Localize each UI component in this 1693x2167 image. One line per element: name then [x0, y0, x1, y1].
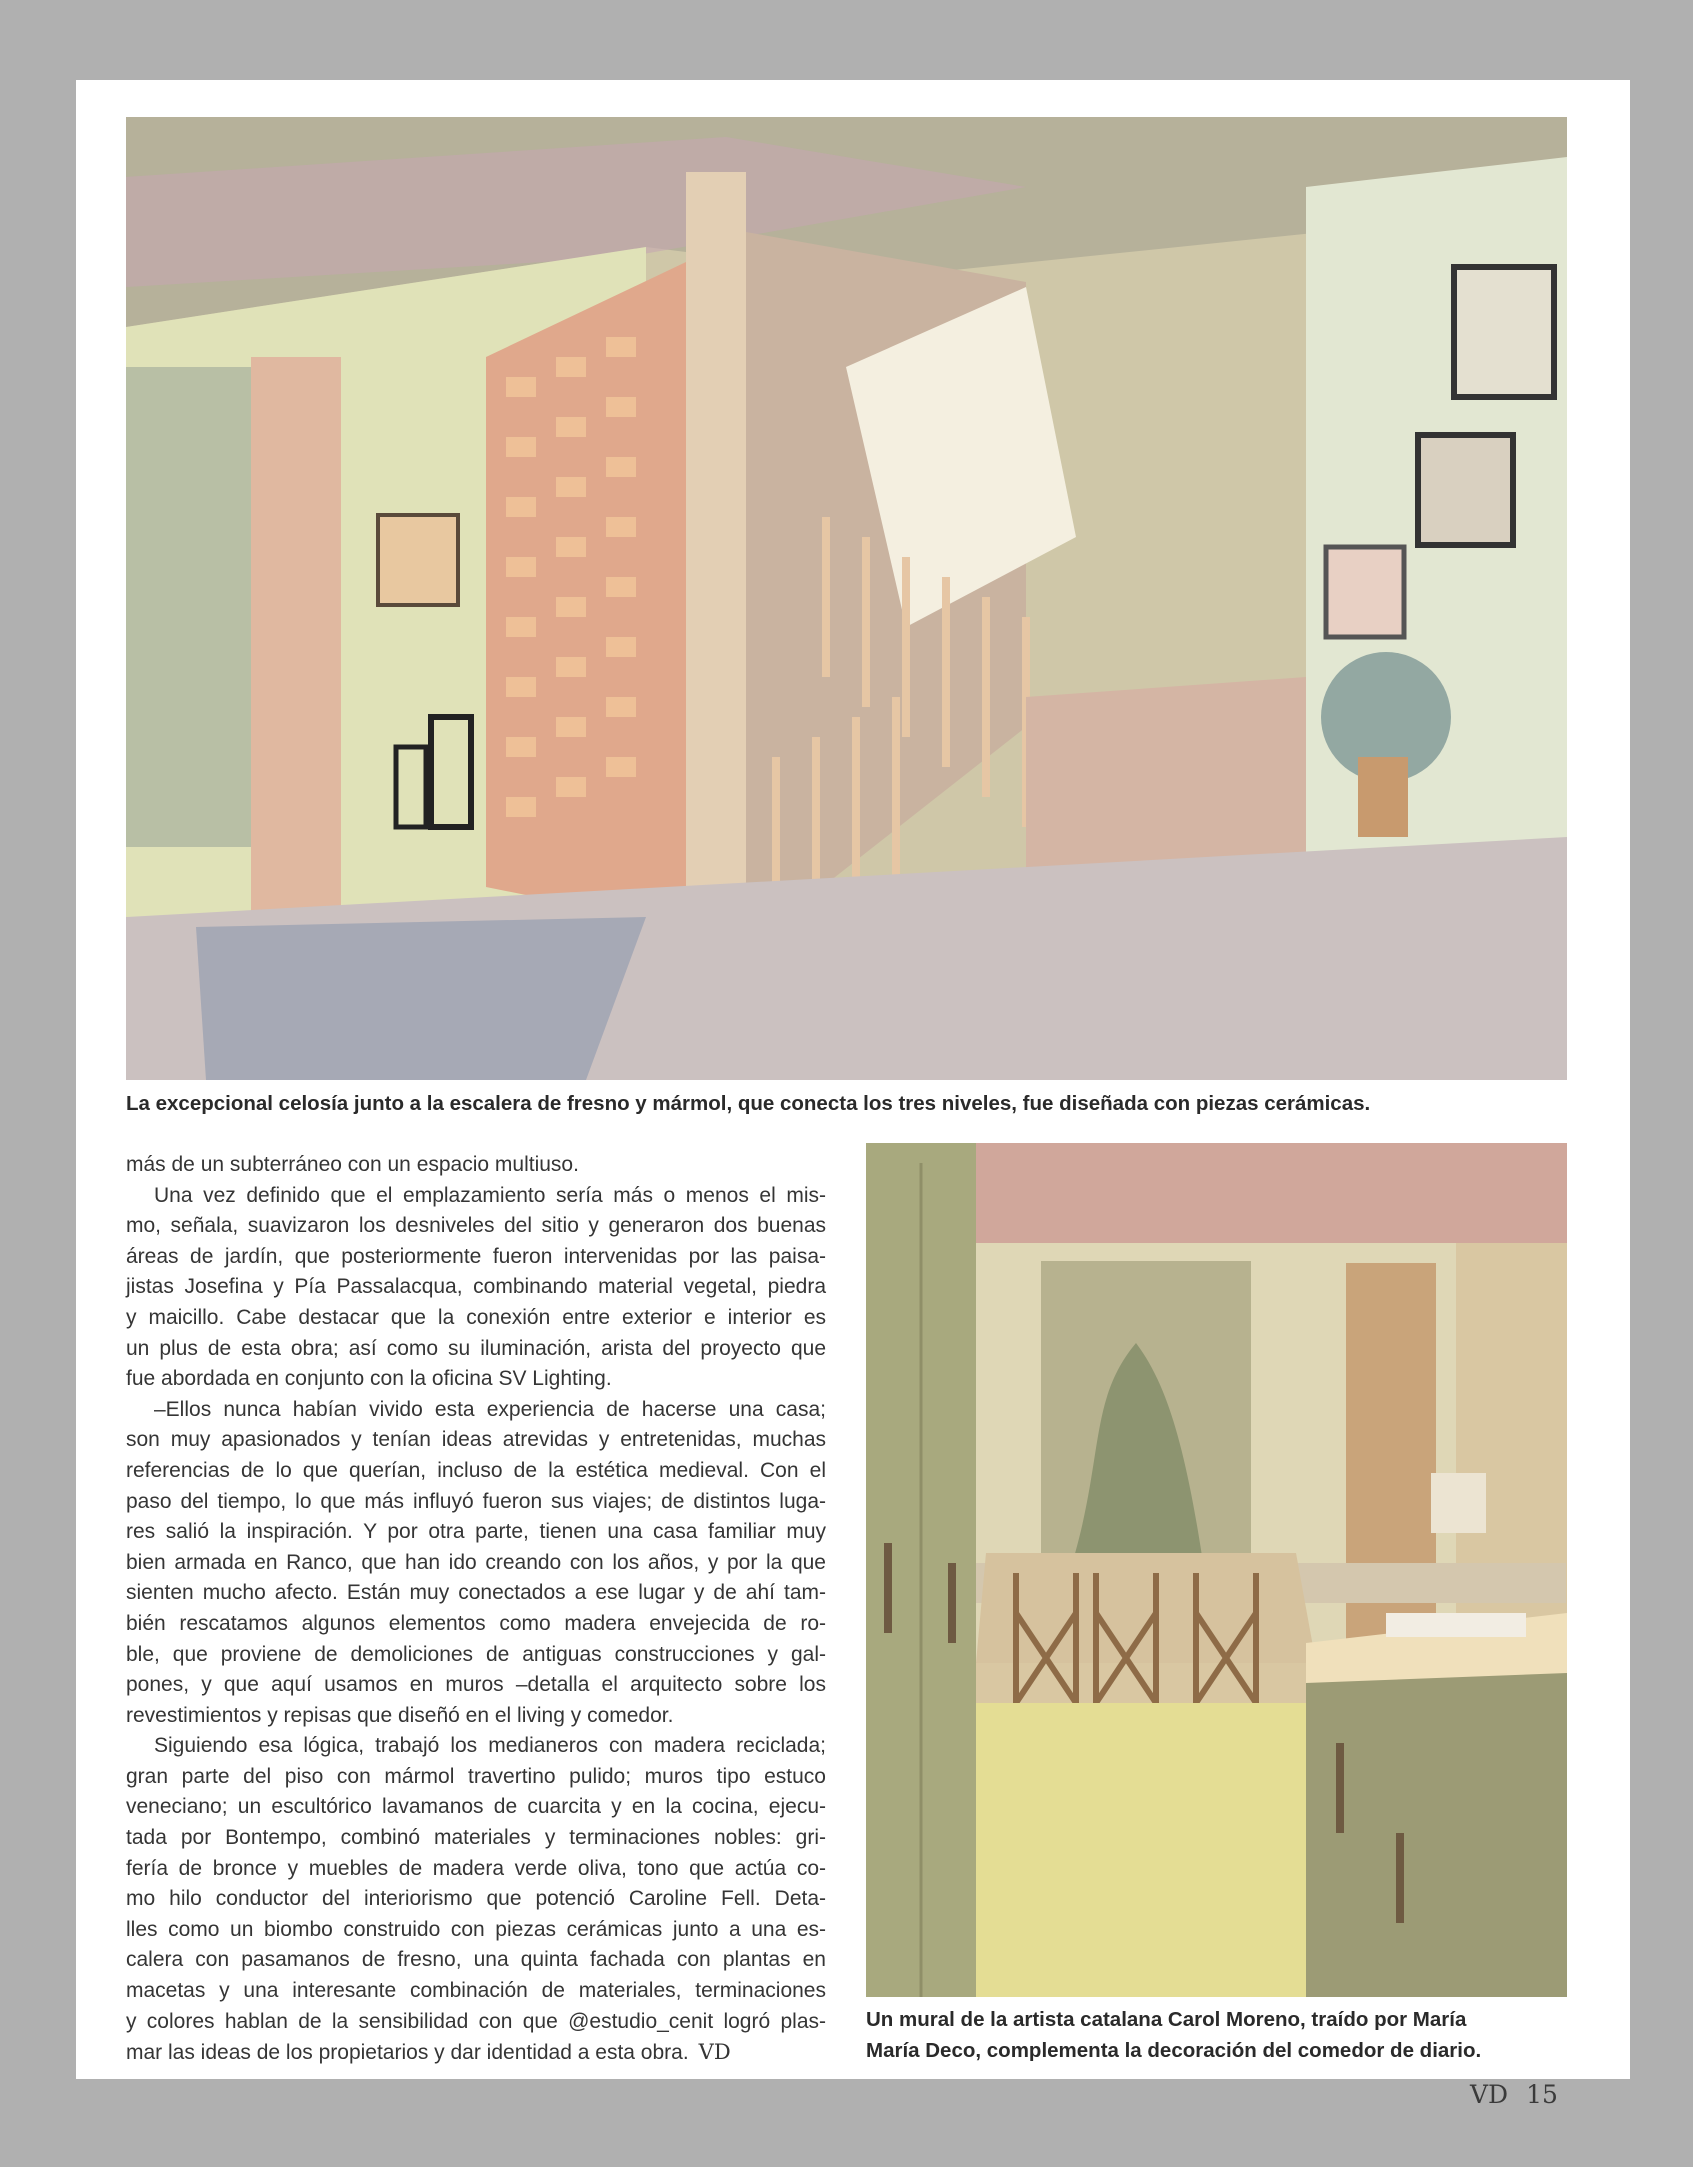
- brand-mark: VD: [1470, 2080, 1509, 2109]
- article-line: calera con pasamanos de fresno, una quinta fachada con plantas en: [126, 1948, 826, 1972]
- article-line: bién rescatamos algunos elementos como madera envejecida de ro-: [126, 1611, 826, 1635]
- article-line: jistas Josefina y Pía Passalacqua, combinando material vegetal, piedra: [126, 1275, 826, 1299]
- article-line: –Ellos nunca habían vivido esta experiencia de hacerse una casa;: [154, 1397, 826, 1421]
- article-line: son muy apasionados y tenían ideas atrevidas y entretenidas, muchas: [126, 1428, 826, 1452]
- article-line: macetas y una interesante combinación de materiales, terminaciones: [126, 1979, 826, 2003]
- article-line: Siguiendo esa lógica, trabajó los medianeros con madera reciclada;: [154, 1734, 826, 1758]
- article-body: [126, 1150, 826, 2068]
- page-footer: [1470, 2080, 1558, 2109]
- dining-room-photo: [866, 1143, 1567, 1997]
- staircase-photo: [126, 117, 1567, 1080]
- top-photo-caption: La excepcional celosía junto a la escalera de fresno y mármol, que conecta los tres niveles, fue diseñada con piezas cerámicas.: [126, 1092, 1371, 1115]
- article-line: lles como un biombo construido con piezas cerámicas junto a una es-: [126, 1917, 826, 1941]
- article-line: fería de bronce y muebles de madera verde oliva, tono que actúa co-: [126, 1856, 826, 1880]
- article-line: referencias de lo que querían, incluso de la estética medieval. Con el: [126, 1458, 826, 1482]
- end-mark: VD: [698, 2040, 731, 2065]
- article-line: ble, que proviene de demoliciones de antiguas construcciones y gal-: [126, 1642, 826, 1666]
- article-line: y colores hablan de la sensibilidad con que @estudio_cenit logró plas-: [126, 2009, 826, 2033]
- article-line: pones, y que aquí usamos en muros –detalla el arquitecto sobre los: [126, 1673, 826, 1697]
- article-line: áreas de jardín, que posteriormente fueron intervenidas por las paisa-: [126, 1244, 826, 1268]
- article-last-line: [126, 2037, 826, 2068]
- article-line: fue abordada en conjunto con la oficina SV Lighting.: [126, 1367, 612, 1391]
- article-line: bien armada en Ranco, que han ido creando con los años, y por la que: [126, 1550, 826, 1574]
- article-line: veneciano; un escultórico lavamanos de cuarcita y en la cocina, ejecu-: [126, 1795, 826, 1819]
- dining-photo-caption: [866, 2004, 1586, 2066]
- article-line: más de un subterráneo con un espacio multiuso.: [126, 1153, 579, 1176]
- page-number: 15: [1526, 2080, 1558, 2109]
- article-line: Una vez definido que el emplazamiento sería más o menos el mis-: [154, 1183, 826, 1207]
- article-line: revestimientos y repisas que diseñó en el living y comedor.: [126, 1703, 674, 1727]
- article-line: gran parte del piso con mármol travertino pulido; muros tipo estuco: [126, 1764, 826, 1788]
- article-line: mo hilo conductor del interiorismo que potenció Caroline Fell. Deta-: [126, 1887, 826, 1911]
- article-line: mar las ideas de los propietarios y dar identidad a esta obra.: [126, 2041, 689, 2065]
- article-line: tada por Bontempo, combinó materiales y terminaciones nobles: gri-: [126, 1826, 826, 1850]
- caption-line: Un mural de la artista catalana Carol Moreno, traído por María: [866, 2008, 1467, 2031]
- article-line: un plus de esta obra; así como su iluminación, arista del proyecto que: [126, 1336, 826, 1360]
- article-line: res salió la inspiración. Y por otra parte, tienen una casa familiar muy: [126, 1520, 826, 1544]
- article-line: mo, señala, suavizaron los desniveles del sitio y generaron dos buenas: [126, 1214, 826, 1238]
- article-line: y maicillo. Cabe destacar que la conexión entre exterior e interior es: [126, 1305, 826, 1329]
- article-line: paso del tiempo, lo que más influyó fueron sus viajes; de distintos luga-: [126, 1489, 826, 1513]
- caption-line: María Deco, complementa la decoración del comedor de diario.: [866, 2039, 1482, 2062]
- article-line: sienten mucho afecto. Están muy conectados a ese lugar y de ahí tam-: [126, 1581, 826, 1605]
